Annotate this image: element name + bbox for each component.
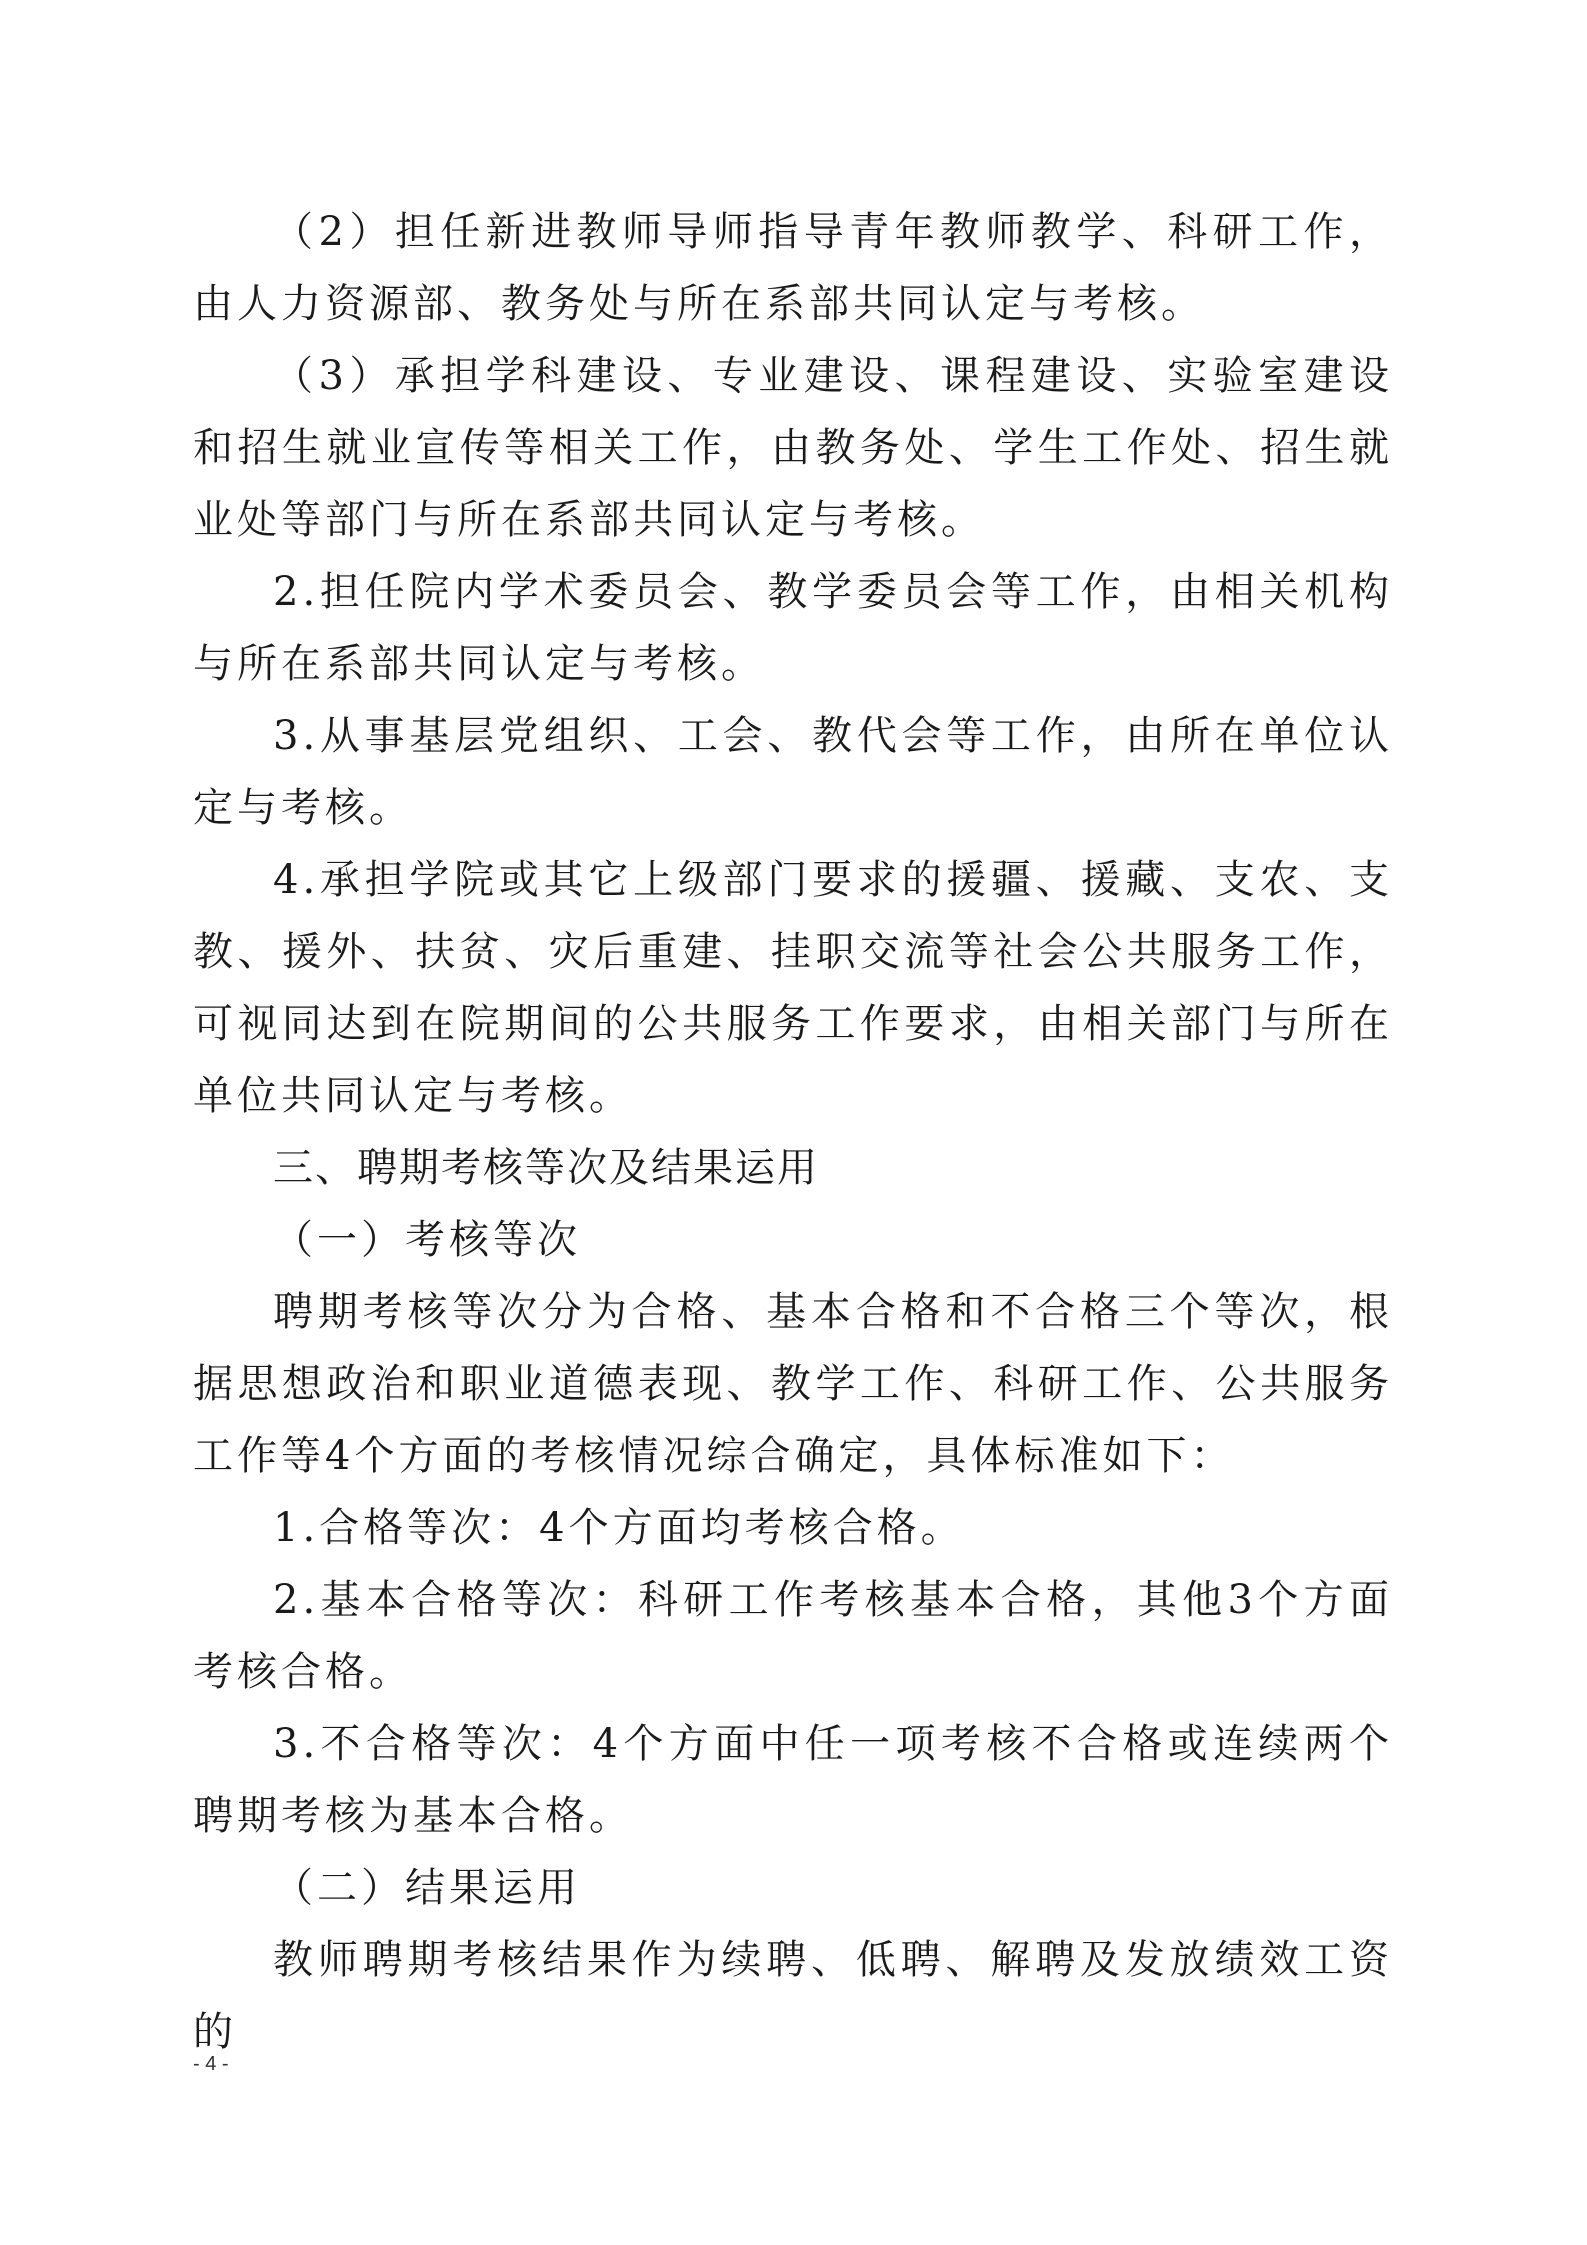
paragraph-grade-fail: 3.不合格等次：4个方面中任一项考核不合格或连续两个聘期考核为基本合格。 — [193, 1721, 1393, 1839]
paragraph-party-union-work: 3.从事基层党组织、工会、教代会等工作，由所在单位认定与考核。 — [193, 713, 1393, 831]
section-heading: 三、聘期考核等次及结果运用 — [273, 1145, 819, 1191]
document-body — [193, 196, 1393, 2068]
subsection-heading-results: （二）结果运用 — [273, 1865, 581, 1911]
paragraph-discipline-construction: （3）承担学科建设、专业建设、课程建设、实验室建设和招生就业宣传等相关工作，由教务处、学生工作处、招生就业处等部门与所在系部共同认定与考核。 — [193, 353, 1393, 543]
paragraph-grade-overview: 聘期考核等次分为合格、基本合格和不合格三个等次，根据思想政治和职业道德表现、教学工作、科研工作、公共服务工作等4个方面的考核情况综合确定，具体标准如下： — [193, 1289, 1393, 1479]
paragraph-mentor-duty: （2）担任新进教师导师指导青年教师教学、科研工作，由人力资源部、教务处与所在系部共同认定与考核。 — [193, 209, 1393, 327]
paragraph-academic-committee: 2.担任院内学术委员会、教学委员会等工作，由相关机构与所在系部共同认定与考核。 — [193, 569, 1393, 687]
paragraph-results-usage: 教师聘期考核结果作为续聘、低聘、解聘及发放绩效工资的 — [193, 1937, 1393, 2055]
paragraph-grade-pass: 1.合格等次：4个方面均考核合格。 — [273, 1505, 965, 1551]
subsection-heading-grades: （一）考核等次 — [273, 1217, 581, 1263]
page-number: - 4 - — [193, 2053, 229, 2075]
paragraph-grade-basic-pass: 2.基本合格等次：科研工作考核基本合格，其他3个方面考核合格。 — [193, 1577, 1393, 1695]
paragraph-public-service-aid: 4.承担学院或其它上级部门要求的援疆、援藏、支农、支教、援外、扶贫、灾后重建、挂职交流等社会公共服务工作，可视同达到在院期间的公共服务工作要求，由相关部门与所在单位共同认定与考核。 — [193, 857, 1393, 1119]
